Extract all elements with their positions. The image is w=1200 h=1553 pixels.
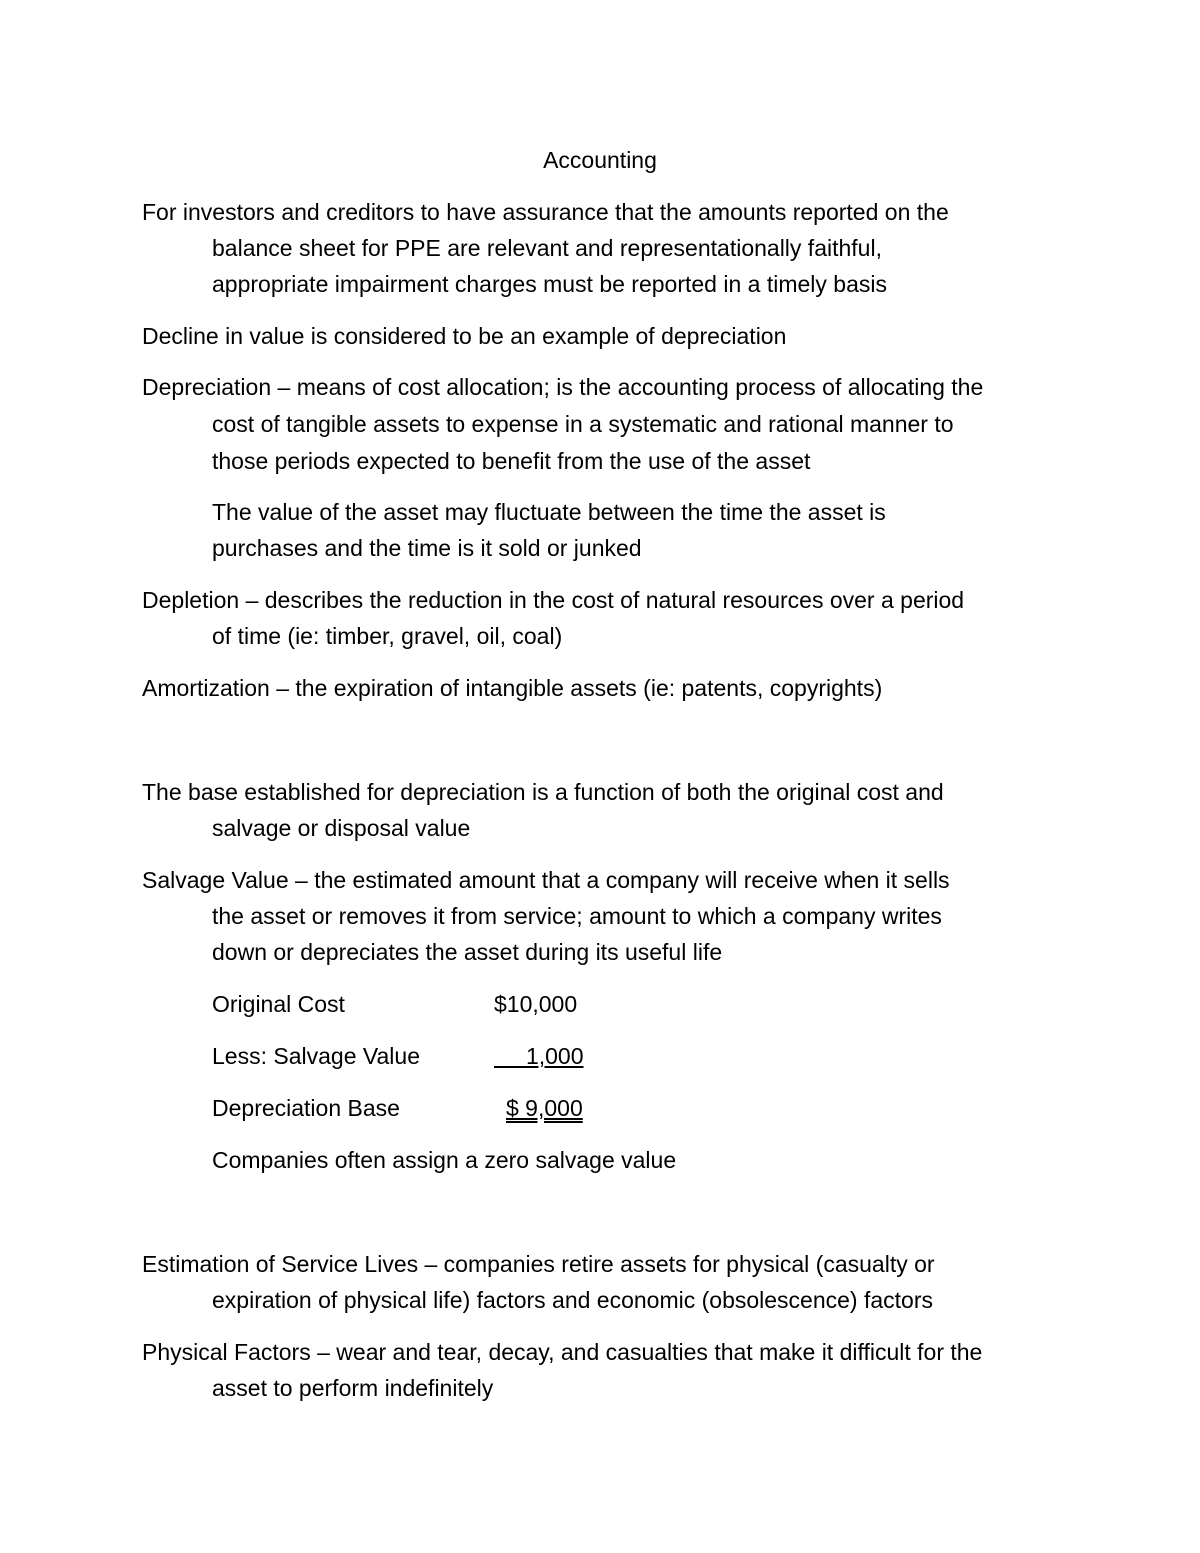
calc-label-depreciation-base: Depreciation Base	[212, 1095, 400, 1121]
paragraph-line: For investors and creditors to have assurance that the amounts reported on the	[142, 199, 949, 225]
paragraph-line: Amortization – the expiration of intangible assets (ie: patents, copyrights)	[142, 675, 883, 701]
paragraph-line: those periods expected to benefit from the use of the asset	[212, 448, 811, 474]
paragraph-line: Companies often assign a zero salvage value	[212, 1147, 677, 1173]
paragraph-line: cost of tangible assets to expense in a systematic and rational manner to	[212, 411, 954, 437]
paragraph-line: Salvage Value – the estimated amount that a company will receive when it sells	[142, 867, 950, 893]
calc-label-original-cost: Original Cost	[212, 991, 345, 1017]
paragraph-line: Estimation of Service Lives – companies retire assets for physical (casualty or	[142, 1251, 935, 1277]
paragraph-line: Decline in value is considered to be an example of depreciation	[142, 323, 787, 349]
paragraph-line: salvage or disposal value	[212, 815, 471, 841]
paragraph-line: asset to perform indefinitely	[212, 1375, 494, 1401]
paragraph-line: balance sheet for PPE are relevant and representationally faithful,	[212, 235, 882, 261]
document-title: Accounting	[543, 147, 657, 173]
paragraph-line: purchases and the time is it sold or junked	[212, 535, 642, 561]
calc-value-depreciation-base: $ 9,000	[506, 1095, 583, 1121]
calc-label-salvage-value: Less: Salvage Value	[212, 1043, 420, 1069]
calc-value-salvage-value: 1,000	[494, 1043, 584, 1069]
paragraph-line: the asset or removes it from service; amount to which a company writes	[212, 903, 942, 929]
paragraph-line: Depreciation – means of cost allocation; is the accounting process of allocating the	[142, 374, 984, 400]
calc-value-original-cost: $10,000	[494, 991, 578, 1017]
paragraph-line: appropriate impairment charges must be reported in a timely basis	[212, 271, 887, 297]
paragraph-line: The base established for depreciation is a function of both the original cost and	[142, 779, 944, 805]
paragraph-line: of time (ie: timber, gravel, oil, coal)	[212, 623, 563, 649]
paragraph-line: down or depreciates the asset during its useful life	[212, 939, 723, 965]
paragraph-line: Depletion – describes the reduction in the cost of natural resources over a period	[142, 587, 965, 613]
paragraph-line: expiration of physical life) factors and economic (obsolescence) factors	[212, 1287, 934, 1313]
paragraph-line: Physical Factors – wear and tear, decay, and casualties that make it difficult for the	[142, 1339, 983, 1365]
paragraph-line: The value of the asset may fluctuate between the time the asset is	[212, 499, 886, 525]
